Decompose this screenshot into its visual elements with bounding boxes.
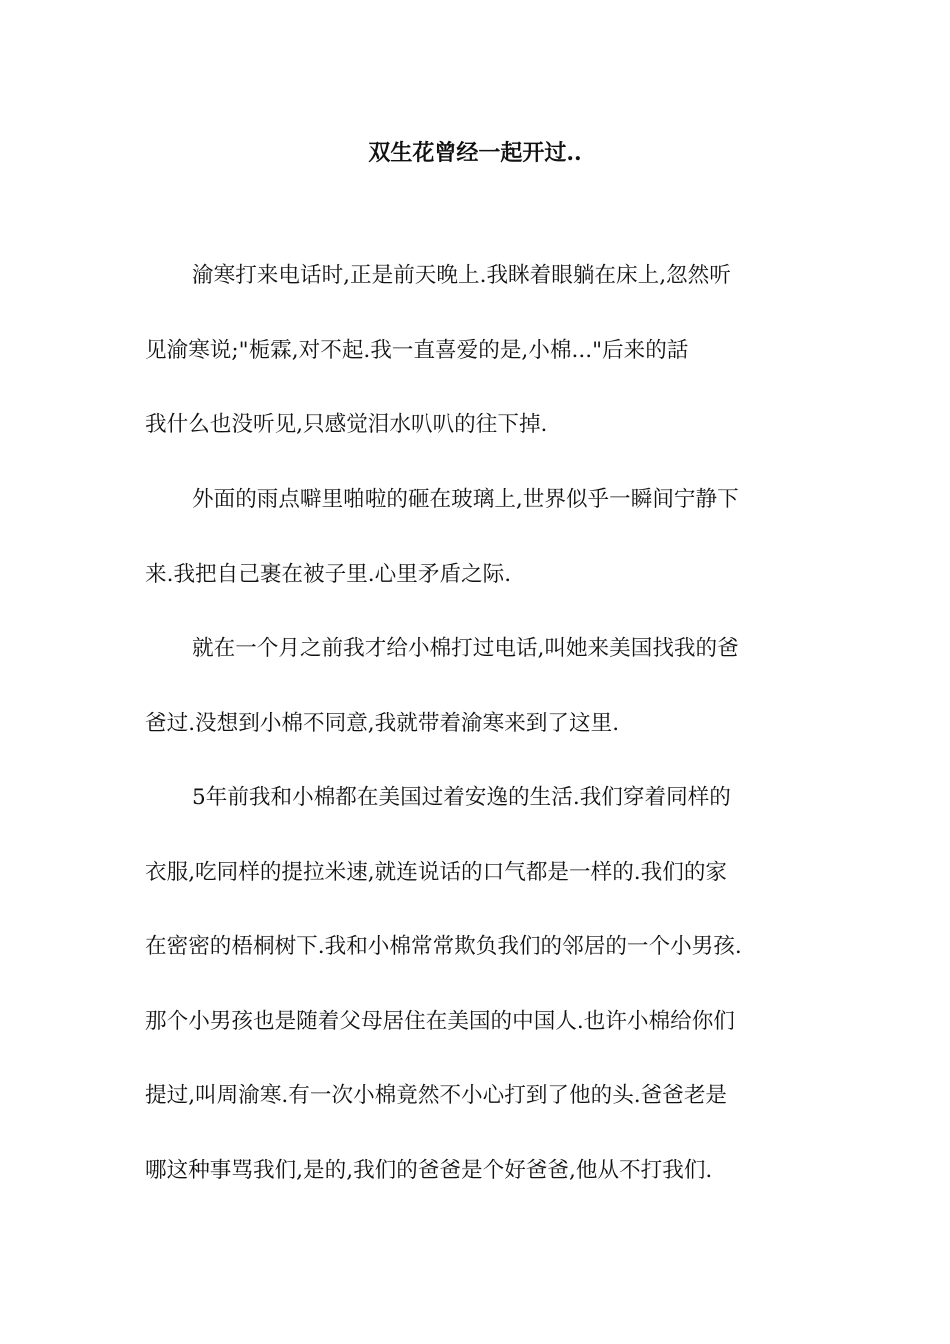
text-line-7: 爸过.没想到小棉不同意,我就带着渝寒来到了这里. bbox=[145, 711, 620, 736]
text-line-1: 渝寒打来电话时,正是前天晚上.我眯着眼躺在床上,忽然听 bbox=[192, 263, 731, 288]
text-line-2: 见渝寒说;"栀霖,对不起.我一直喜爱的是,小棉..."后来的話 bbox=[145, 338, 689, 363]
text-line-8: 5年前我和小棉都在美国过着安逸的生活.我们穿着同样的 bbox=[192, 785, 731, 810]
text-line-5: 来.我把自己裹在被子里.心里矛盾之际. bbox=[145, 562, 512, 587]
text-line-9: 衣服,吃同样的提拉米速,就连说话的口气都是一样的.我们的家 bbox=[145, 860, 728, 885]
text-line-3: 我什么也没听见,只感觉泪水叭叭的往下掉. bbox=[145, 412, 548, 437]
text-line-10: 在密密的梧桐树下.我和小棉常常欺负我们的邻居的一个小男孩. bbox=[145, 934, 742, 959]
text-line-6: 就在一个月之前我才给小棉打过电话,叫她来美国找我的爸 bbox=[192, 636, 739, 661]
text-line-13: 哪这种事骂我们,是的,我们的爸爸是个好爸爸,他从不打我们. bbox=[145, 1158, 713, 1183]
text-line-4: 外面的雨点噼里啪啦的砸在玻璃上,世界似乎一瞬间宁静下 bbox=[192, 487, 739, 512]
text-line-11: 那个小男孩也是随着父母居住在美国的中国人.也许小棉给你们 bbox=[145, 1009, 735, 1034]
document-title: 双生花曾经一起开过.. bbox=[368, 140, 582, 166]
text-line-12: 提过,叫周渝寒.有一次小棉竟然不小心打到了他的头.爸爸老是 bbox=[145, 1083, 728, 1108]
